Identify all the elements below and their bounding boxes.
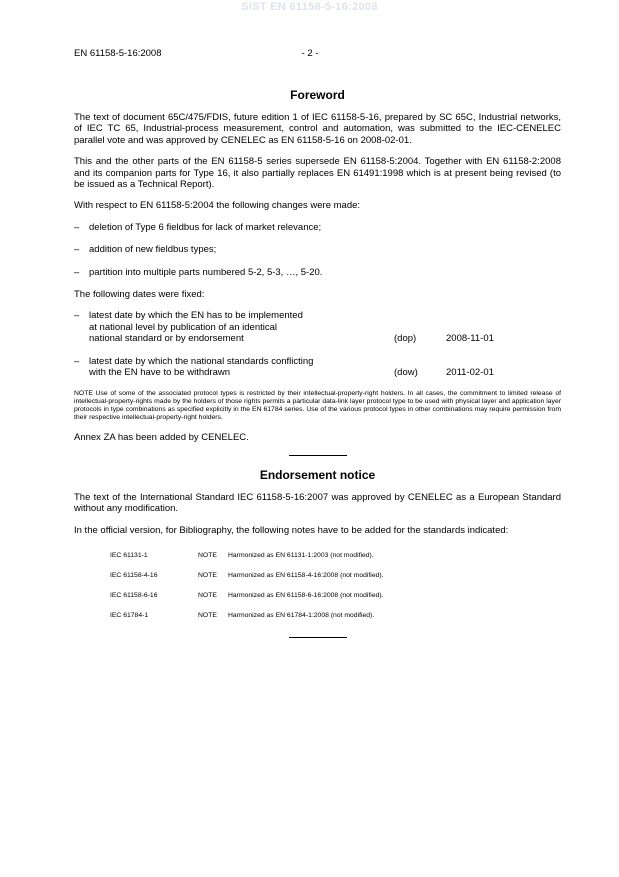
harmonized-text: Harmonized as EN 61158-6-16:2008 (not modified). bbox=[228, 592, 384, 600]
endorsement-paragraph-1: The text of the International Standard IEC 61158-5-16:2007 was approved by CENELEC as a European Standard without any modification. bbox=[74, 491, 561, 515]
date-line: at national level by publication of an identical bbox=[89, 321, 278, 333]
bibliography-notes bbox=[110, 546, 561, 626]
document-id: EN 61158-5-16:2008 bbox=[74, 48, 162, 59]
bibliography-row bbox=[110, 546, 561, 566]
watermark: SIST EN 61158-5-16:2008 bbox=[241, 1, 378, 13]
note-label: NOTE bbox=[198, 612, 217, 620]
foreword-paragraph-1: The text of document 65C/475/FDIS, future edition 1 of IEC 61158-5-16, prepared by SC 65C, Industrial networks, of IEC TC 65, Industrial-process measurement, control and automation, was submitted to the IEC-CENELEC parallel vote and was approved by CENELEC as EN 61158-5-16 on 2008-02-01. bbox=[74, 112, 561, 146]
bibliography-row bbox=[110, 586, 561, 606]
standard-id: IEC 61158-4-16 bbox=[110, 572, 158, 580]
foreword-paragraph-2: This and the other parts of the EN 61158-5 series supersede EN 61158-5:2004. Together with EN 61158-2:2008 and its companion parts for Type 16, it also partially replaces EN 61491:1998 which is at present being revised (to be issued as a Technical Report). bbox=[74, 156, 561, 191]
date-item-dop bbox=[74, 310, 561, 344]
harmonized-text: Harmonized as EN 61784-1:2008 (not modified). bbox=[228, 612, 375, 620]
date-line: with the EN have to be withdrawn bbox=[89, 367, 230, 379]
dash-mark: – bbox=[74, 266, 80, 278]
page-content bbox=[74, 88, 561, 650]
change-text: deletion of Type 6 fieldbus for lack of market relevance; bbox=[89, 221, 322, 233]
change-text: addition of new fieldbus types; bbox=[89, 244, 217, 256]
section-divider bbox=[289, 455, 347, 456]
change-item bbox=[74, 222, 561, 233]
change-item bbox=[74, 244, 561, 255]
harmonized-text: Harmonized as EN 61158-4-16:2008 (not modified). bbox=[228, 572, 384, 580]
date-code: (dow) bbox=[394, 367, 418, 379]
dash-mark: – bbox=[74, 310, 80, 322]
date-line: latest date by which the national standards conflicting bbox=[89, 355, 314, 367]
endorsement-title: Endorsement notice bbox=[259, 467, 376, 482]
date-description bbox=[89, 356, 394, 379]
dash-mark: – bbox=[74, 244, 80, 256]
date-description bbox=[89, 310, 394, 344]
date-value: 2008-11-01 bbox=[446, 333, 494, 345]
date-item-dow bbox=[74, 356, 561, 379]
standard-id: IEC 61131-1 bbox=[110, 552, 148, 560]
bibliography-row bbox=[110, 566, 561, 586]
changes-intro: With respect to EN 61158-5:2004 the following changes were made: bbox=[74, 200, 361, 212]
dates-intro: The following dates were fixed: bbox=[74, 289, 205, 301]
foreword-title: Foreword bbox=[290, 88, 345, 102]
note-label: NOTE bbox=[198, 592, 217, 600]
bibliography-row bbox=[110, 606, 561, 626]
standard-id: IEC 61158-6-16 bbox=[110, 592, 158, 600]
note-label: NOTE bbox=[198, 552, 217, 560]
note-label: NOTE bbox=[198, 572, 217, 580]
standard-id: IEC 61784-1 bbox=[110, 612, 149, 620]
ipr-note: NOTE Use of some of the associated protocol types is restricted by their intellectual-property-right holders. In all cases, the commitment to limited release of intellectual-property-rights made by the holders of those rights permits a particular data-link layer protocol type to be used with physical layer and application layer protocols in type combinations as specified explicitly in the EN 61784 series. Use of the various protocol types in other combinations may require permission from their respective intellectual-property-right holders. bbox=[74, 389, 561, 422]
endorsement-paragraph-2: In the official version, for Bibliography, the following notes have to be added for the standards indicated: bbox=[74, 524, 509, 536]
dash-mark: – bbox=[74, 355, 80, 367]
harmonized-text: Harmonized as EN 61131-1:2003 (not modified). bbox=[228, 552, 374, 560]
date-line: national standard or by endorsement bbox=[89, 333, 244, 345]
date-line: latest date by which the EN has to be implemented bbox=[89, 310, 303, 322]
annex-statement: Annex ZA has been added by CENELEC. bbox=[74, 432, 249, 444]
change-text: partition into multiple parts numbered 5-2, 5-3, …, 5-20. bbox=[89, 266, 323, 278]
section-divider bbox=[289, 637, 347, 638]
date-value: 2011-02-01 bbox=[446, 367, 494, 379]
date-code: (dop) bbox=[394, 333, 417, 345]
change-item bbox=[74, 267, 561, 278]
page-number: - 2 - bbox=[301, 48, 319, 59]
dash-mark: – bbox=[74, 221, 80, 233]
